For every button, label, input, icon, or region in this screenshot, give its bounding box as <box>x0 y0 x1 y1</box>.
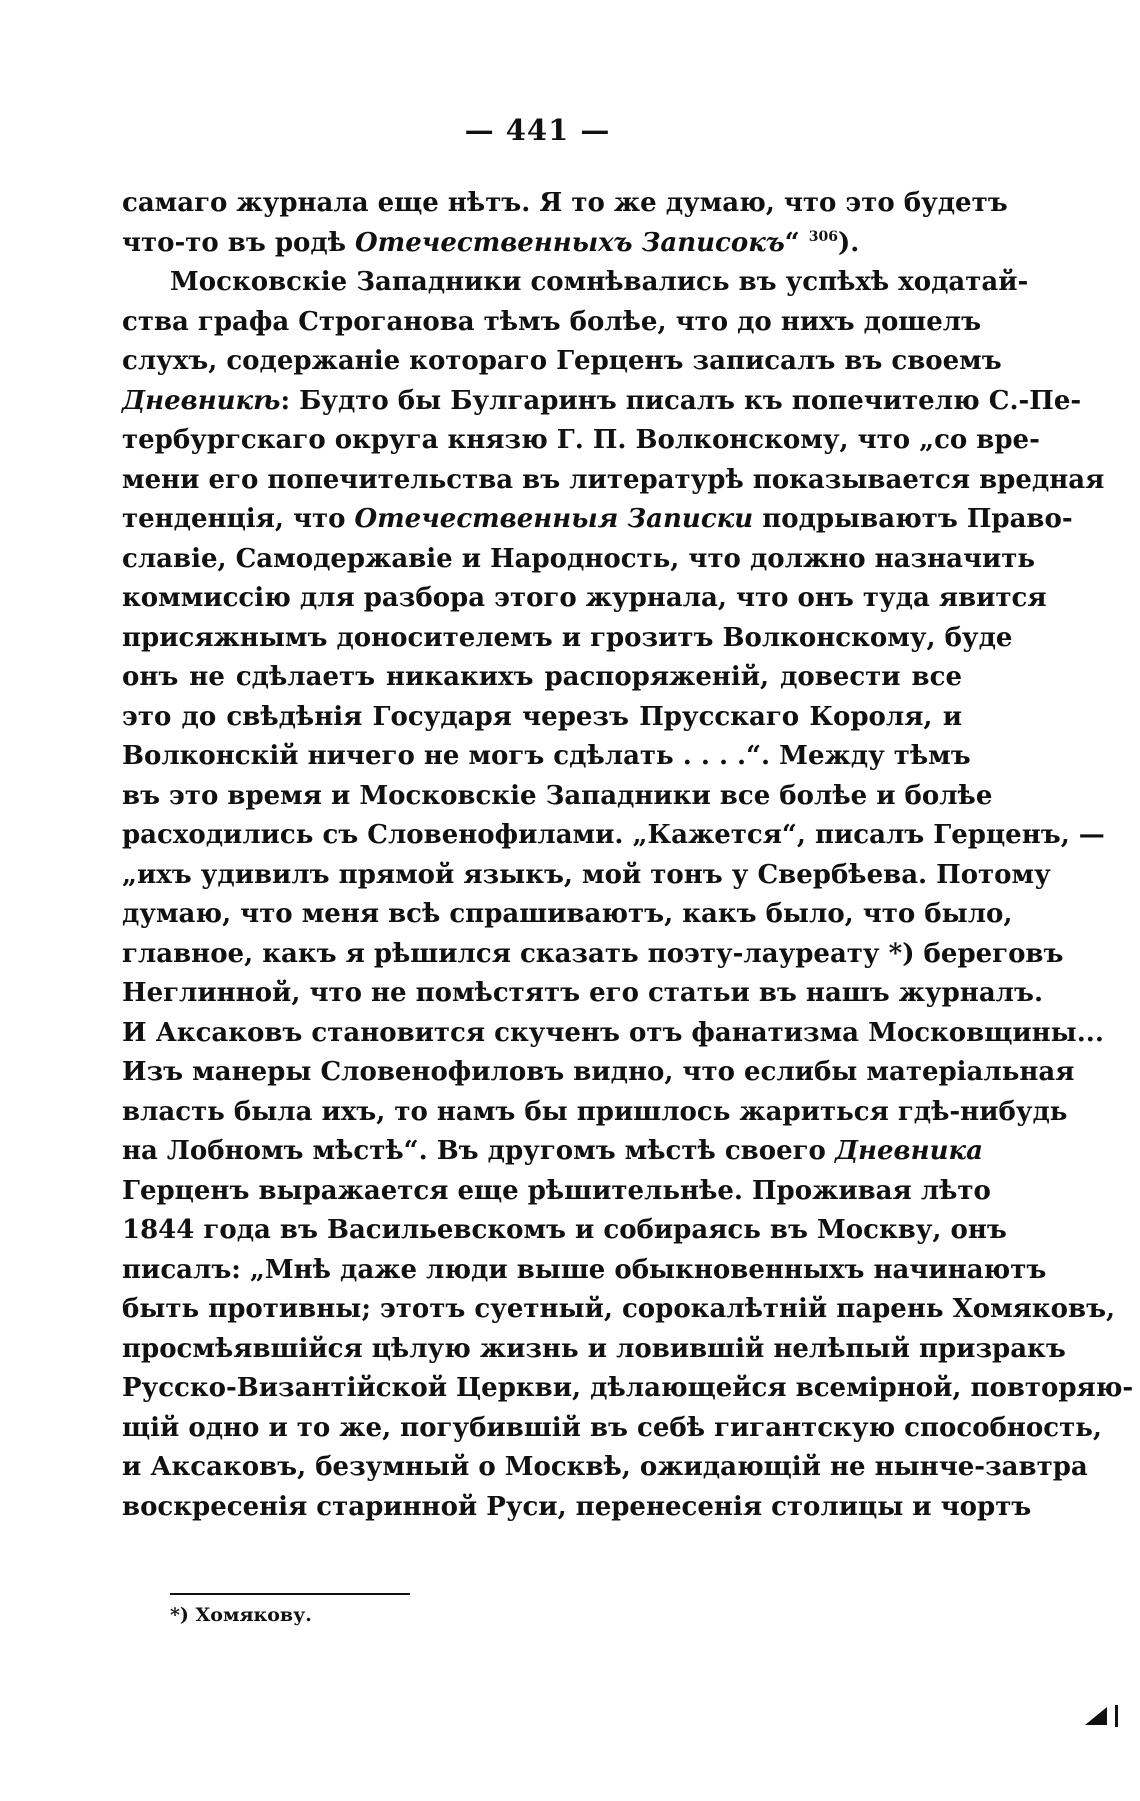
text-line: славіе, Самодержавіе и Народность, что должно назначить <box>122 543 1036 574</box>
text-line: это до свѣдѣнія Государя черезъ Прусскаго Короля, и <box>122 701 962 732</box>
text-line: писалъ: „Мнѣ даже люди выше обыкновенныхъ начинаютъ <box>122 1254 1047 1285</box>
text-line: тербургскаго округа князю Г. П. Волконскому, что „со вре- <box>122 425 1040 455</box>
text-line: присяжнымъ доносителемъ и грозитъ Волконскому, буде <box>122 622 1013 653</box>
text-line: Герценъ выражается еще рѣшительнѣе. Проживая лѣто <box>122 1175 991 1206</box>
text-line: быть противны; этотъ суетный, сорокалѣтній парень Хомяковъ, <box>122 1294 1116 1324</box>
text-line: 1844 года въ Васильевскомъ и собираясь въ Москву, онъ <box>122 1215 1007 1245</box>
text-line: „ихъ удивилъ прямой языкъ, мой тонъ у Свербѣева. Потому <box>122 859 1051 890</box>
text-line: ства графа Строганова тѣмъ болѣе, что до нихъ дошелъ <box>122 306 982 337</box>
text-line: просмѣявшійся цѣлую жизнь и ловившій нелѣпый призракъ <box>122 1333 1066 1364</box>
text-line: тенденція, что Отечественныя Записки подрываютъ Право- <box>122 504 1073 534</box>
text-line: мени его попечительства въ литературѣ показывается вредная <box>122 464 1105 495</box>
text-line: самаго журнала еще нѣтъ. Я то же думаю, что это будетъ <box>122 188 1008 218</box>
text-line: расходились съ Словенофилами. „Кажется“, писалъ Герценъ, — <box>122 820 1105 850</box>
text-line: И Аксаковъ становится скученъ отъ фанатизма Московщины... <box>122 1017 1104 1048</box>
text-line: въ это время и Московскіе Западники все болѣе и болѣе <box>122 780 993 811</box>
text-line: что-то въ родѣ Отечественныхъ Записокъ“ $^{306}$). <box>122 227 860 258</box>
page-number: — 441 — <box>464 113 611 147</box>
text-line: и Аксаковъ, безумный о Москвѣ, ожидающій не нынче-завтра <box>122 1452 1088 1482</box>
text-line: слухъ, содержаніе котораго Герценъ записалъ въ своемъ <box>122 346 1002 376</box>
text-line: онъ не сдѣлаетъ никакихъ распоряженій, довести все <box>122 662 962 692</box>
text-line: воскресенія старинной Руси, перенесенія столицы и чортъ <box>122 1491 1032 1522</box>
body-text <box>122 184 1134 1527</box>
page-corner-mark-icon <box>1085 1705 1121 1727</box>
text-line: Дневникѣ: Будто бы Булгаринъ писалъ къ попечителю С.-Пе- <box>122 385 1082 416</box>
footnote: *) Хомякову. <box>170 1604 312 1626</box>
text-line: коммиссію для разбора этого журнала, что онъ туда явится <box>122 583 1047 613</box>
text-line: власть была ихъ, то намъ бы пришлось жариться гдѣ-нибудь <box>122 1096 1068 1127</box>
text-line: Изъ манеры Словенофиловъ видно, что еслибы матеріальная <box>122 1057 1075 1087</box>
text-line: на Лобномъ мѣстѣ“. Въ другомъ мѣстѣ своего Дневника <box>122 1136 983 1166</box>
text-line: думаю, что меня всѣ спрашиваютъ, какъ было, что было, <box>122 899 1013 929</box>
footnote-divider <box>170 1593 410 1595</box>
text-line: Русско-Византійской Церкви, дѣлающейся всемірной, повторяю- <box>122 1373 1134 1403</box>
text-line: Волконскій ничего не могъ сдѣлать . . . .“. Между тѣмъ <box>122 741 971 771</box>
text-line: щій одно и то же, погубившій въ себѣ гигантскую способность, <box>122 1412 1102 1443</box>
text-line: Московскіе Западники сомнѣвались въ успѣхѣ ходатай- <box>170 267 1029 297</box>
text-line: главное, какъ я рѣшился сказать поэту-лауреату *) береговъ <box>122 938 1064 969</box>
text-line: Неглинной, что не помѣстятъ его статьи въ нашъ журналъ. <box>122 978 1044 1008</box>
